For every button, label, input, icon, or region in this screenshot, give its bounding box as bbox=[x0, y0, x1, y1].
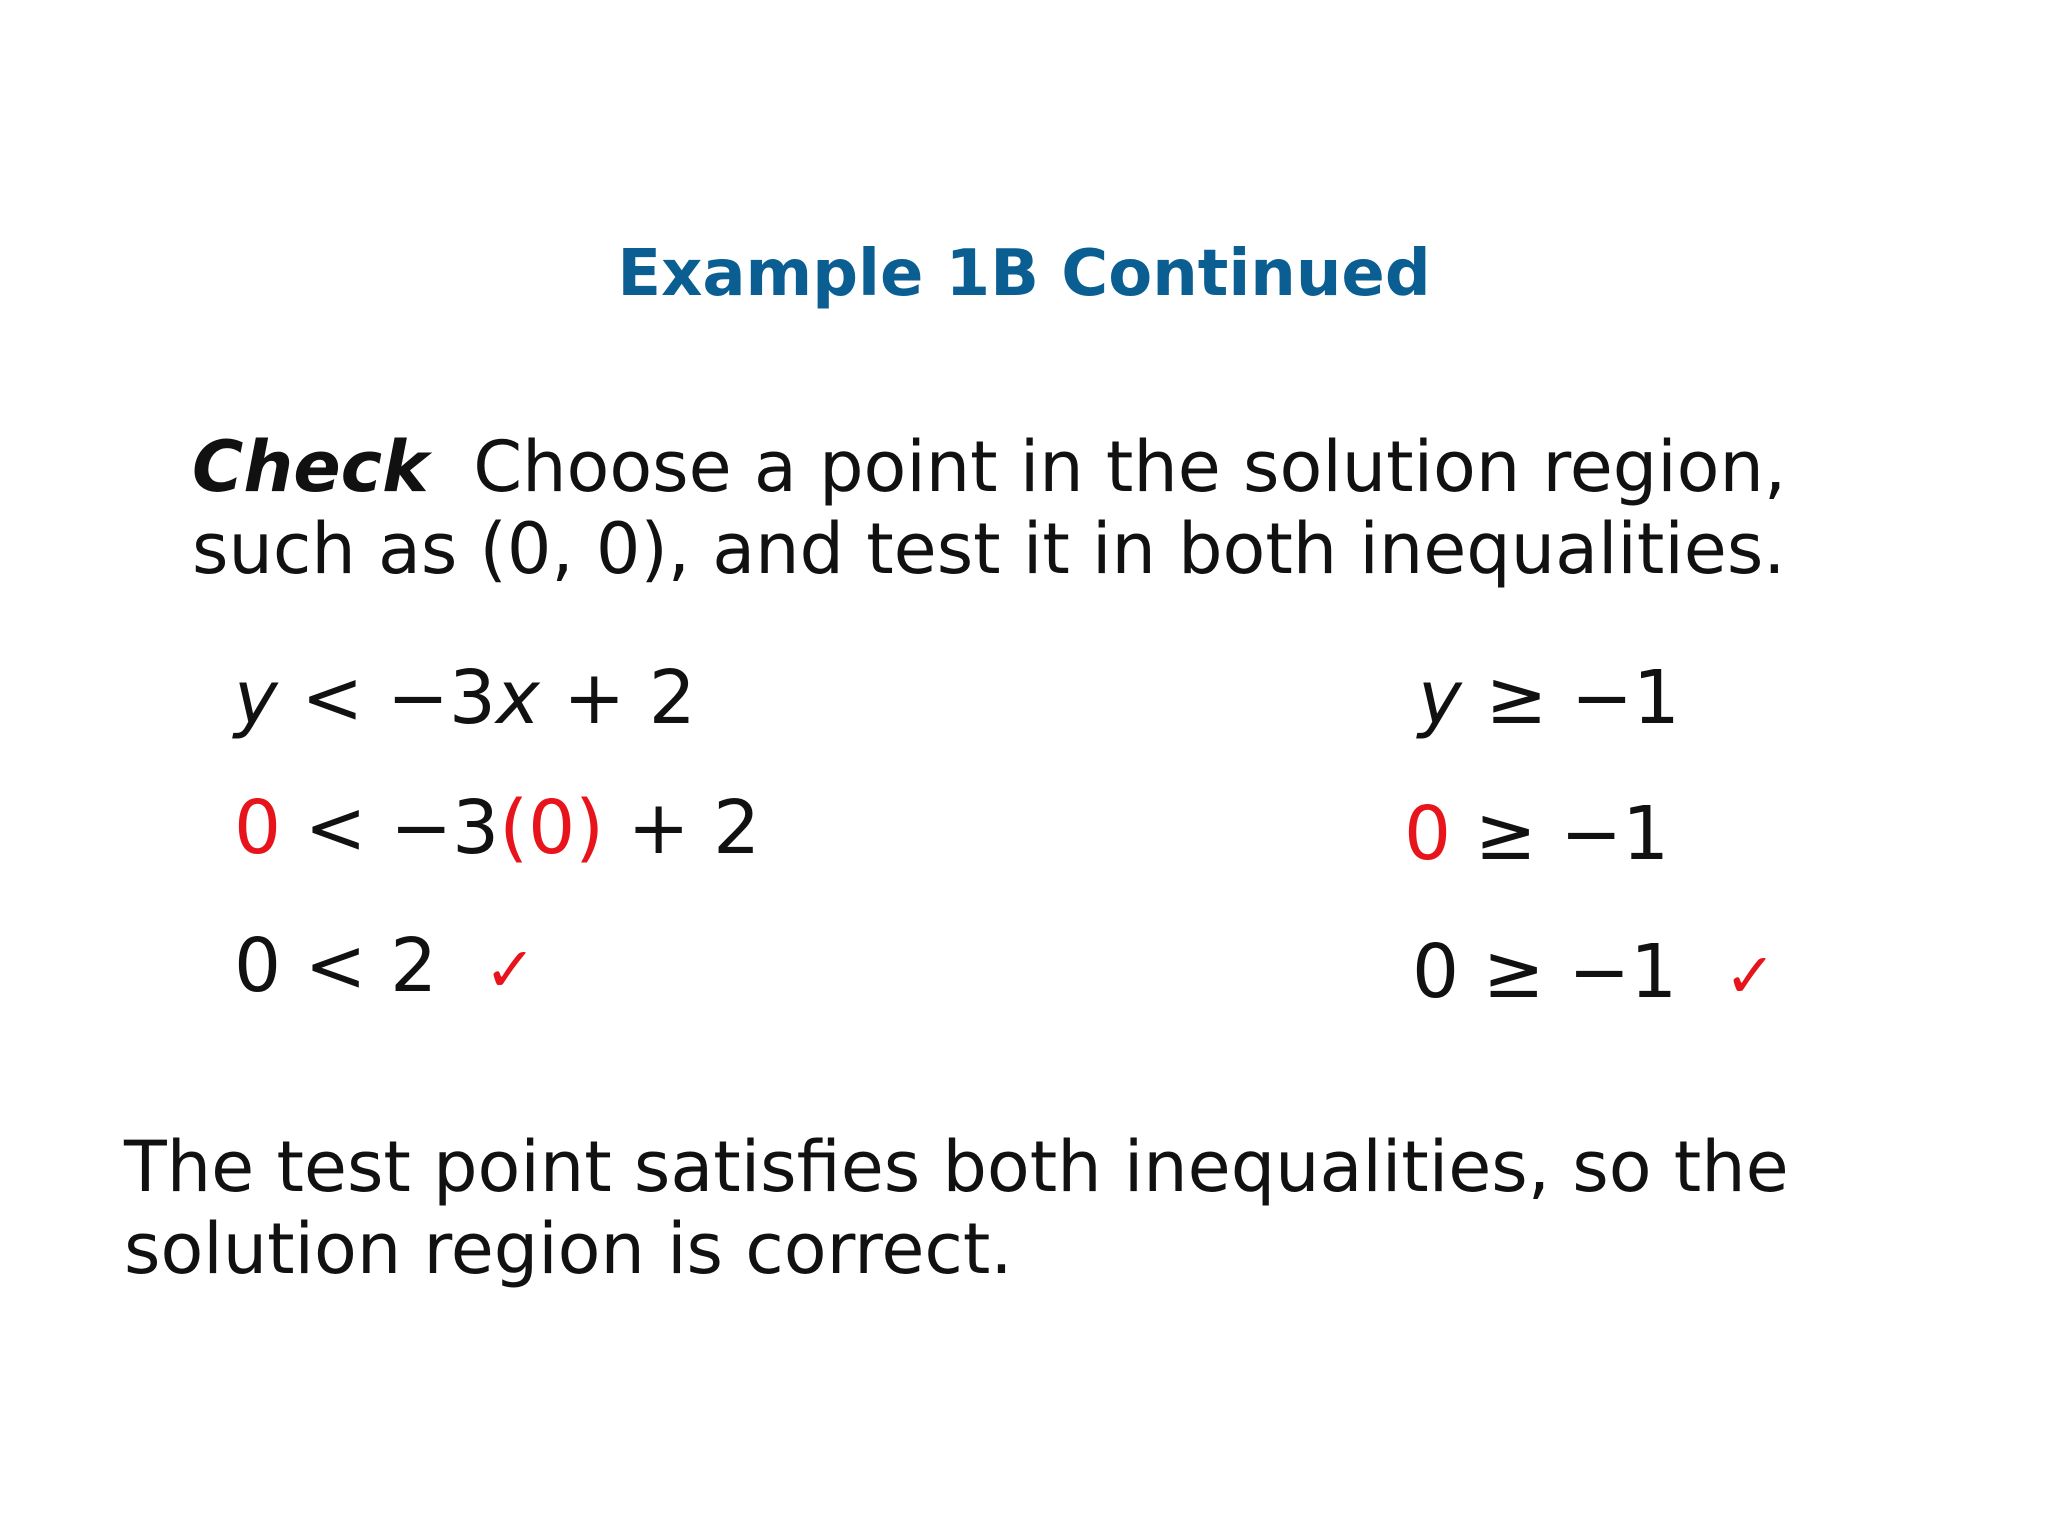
right-inequality bbox=[1418, 656, 1680, 740]
right-inequality-y: y bbox=[1418, 655, 1462, 741]
conclusion-line-1: The test point satisfies both inequalities, so the bbox=[124, 1126, 1789, 1208]
conclusion-line-2: solution region is correct. bbox=[124, 1208, 1013, 1290]
right-checkmark-icon: ✓ bbox=[1724, 939, 1777, 1012]
left-substitution bbox=[234, 786, 760, 870]
left-inequality-rest: + 2 bbox=[539, 655, 696, 741]
right-substitution-rest: ≥ −1 bbox=[1451, 791, 1670, 877]
check-paragraph bbox=[192, 426, 1786, 590]
left-substitution-paren-zero: (0) bbox=[499, 785, 605, 871]
slide-title: Example 1B Continued bbox=[617, 237, 1431, 311]
left-substitution-rest: + 2 bbox=[604, 785, 761, 871]
check-lead: Check bbox=[192, 426, 429, 508]
check-line-1-text: Choose a point in the solution region, bbox=[473, 426, 1787, 508]
check-line-1 bbox=[192, 426, 1786, 508]
left-inequality bbox=[234, 656, 696, 740]
left-result-text: 0 < 2 bbox=[234, 923, 438, 1009]
left-inequality-y: y bbox=[234, 655, 278, 741]
left-inequality-x: x bbox=[495, 655, 540, 741]
right-substitution-zero: 0 bbox=[1404, 791, 1452, 877]
left-substitution-zero: 0 bbox=[234, 785, 282, 871]
left-inequality-op: < −3 bbox=[277, 655, 496, 741]
left-result bbox=[234, 924, 536, 1012]
right-result bbox=[1412, 930, 1776, 1018]
conclusion-paragraph bbox=[124, 1126, 1789, 1290]
left-substitution-mid: < −3 bbox=[281, 785, 500, 871]
right-inequality-rest: ≥ −1 bbox=[1461, 655, 1680, 741]
check-line-2: such as (0, 0), and test it in both inequalities. bbox=[192, 508, 1786, 590]
left-checkmark-icon: ✓ bbox=[484, 933, 537, 1006]
right-result-text: 0 ≥ −1 bbox=[1412, 929, 1678, 1015]
right-substitution bbox=[1404, 792, 1669, 876]
